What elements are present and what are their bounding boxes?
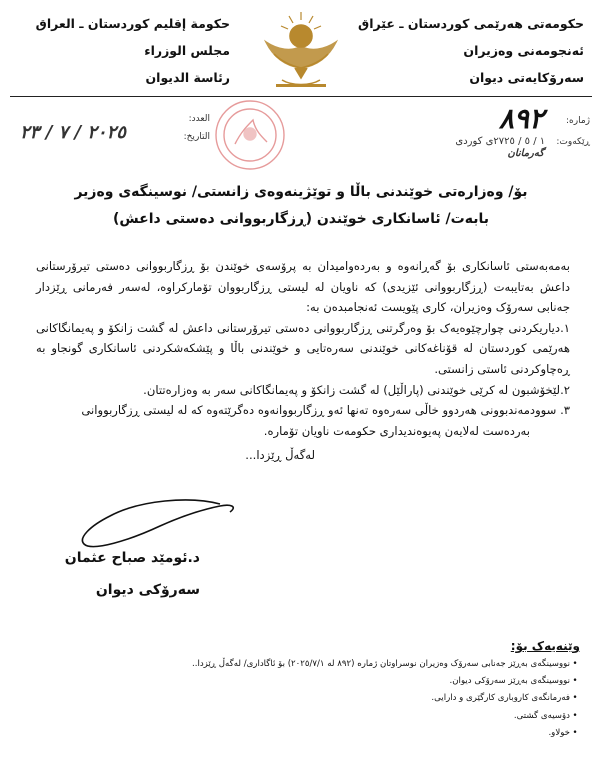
body-sign-off: لەگەڵ ڕێزدا... <box>245 448 315 463</box>
arabic-date-value: ٢٠٢٥ / ٧ / ٢٣ <box>20 122 126 143</box>
signatory-block <box>64 542 200 606</box>
body-intro: بەمەبەستی ئاسانکاری بۆ گەڕانەوە و بەردەوامیدان بە پرۆسەی خوێندن بۆ ڕزگاربووانی دەستی تیرۆرستانی داعش بەتایبەت (ڕزگاربووانی ئێزیدی) کە ناویان لە لیستی ڕزگاربووان تۆمارکراوە، لەسەر فەرمانی ڕێزدار جەنابی سەرۆک وەزیران، کاری پێویست ئەنجامبدەن بە: <box>36 259 570 315</box>
signatory-title: سەرۆکی دیوان <box>95 582 200 598</box>
number-value: ٨٩٢ <box>498 102 544 135</box>
header-kurdish-line-3: سەرۆکایەتی دیوان <box>469 70 584 85</box>
list-item: •خولاو. <box>548 727 578 738</box>
header-arabic-line-1: حكومة إقليم كوردستان ـ العراق <box>35 16 230 31</box>
date-value: ١ / ٥ / ٢٧٢٥ی کوردی <box>455 136 546 147</box>
body-item-3-line-1: ٣. سوودمەندبوونی هەردوو خاڵی سەرەوە تەنها ئەو ڕزگاربووانەوە دەگرێتەوە کە لە لیستی ڕزگاربووانی <box>81 403 570 418</box>
arabic-date-label: التاريخ: <box>183 132 210 142</box>
list-item: •نووسینگەی بەڕێز سەرۆکی دیوان. <box>449 676 578 687</box>
header-divider <box>10 96 592 97</box>
signatory-name: د.ئومێد صباح عثمان <box>64 550 200 566</box>
copy-recipient-3: فەرمانگەی کاروباری کارگێری و دارایی. <box>431 693 570 704</box>
body-item-3-line-2: بەردەست لەلایەن پەیوەندیداری حکومەت ناویان تۆمارە. <box>263 423 530 438</box>
header-kurdish-line-1: حکومەتی هەرێمی کوردستان ـ عێراق <box>358 16 584 31</box>
body-item-1: ١.دیاریکردنی چوارچێوەیەک بۆ وەرگرتنی ڕزگاربووانی دەستی تیرۆرستانی داعش لە گشت زانکۆ و پەیمانگاکانی هەرێمی کوردستان لە قۆناغەکانی خوێندنی سەرەتایی و خوێندنی باڵا و پێشکەشکردنی ئاسانکاری گونجاو بە ڕەچاوکردنی ئاستی زانستی. <box>36 320 570 376</box>
header-kurdish <box>358 10 584 91</box>
kurdistan-emblem-icon <box>252 6 350 94</box>
red-stamp-icon <box>205 96 295 174</box>
copy-recipient-1: نووسینگەی بەڕێز جەنابی سەرۆک وەزیران نوسراوتان ژمارە (٨٩٢ لە ٢٠٢٥/٧/١) بۆ ئاگاداری/ لەگەڵ ڕێزدا.. <box>192 659 570 669</box>
header-kurdish-line-2: ئەنجومەنی وەزیران <box>463 43 584 58</box>
copies-list <box>60 656 580 742</box>
arabic-number-label: العدد: <box>188 114 210 124</box>
copy-recipient-5: خولاو. <box>548 727 570 738</box>
header-arabic <box>20 10 230 91</box>
body-item-2: ٢.لێخۆشبون لە کرێی خوێندنی (پاراڵێل) لە گشت زانکۆ و پەیمانگاکانی سەر بە وەزارەتتان. <box>143 382 570 397</box>
date-label: ڕێکەوت: <box>556 137 590 147</box>
copy-recipient-2: نووسینگەی بەڕێز سەرۆکی دیوان. <box>449 676 570 687</box>
subject-line: بابەت/ ئاسانکاری خوێندن (ڕزگاربووانی دەستی داعش) <box>112 211 489 227</box>
date-month-written: گەرمانان <box>507 148 544 159</box>
addressee-line: بۆ/ وەزارەتی خوێندنی باڵا و توێژینەوەی زانستی/ نوسینگەی وەزیر <box>74 184 528 200</box>
letter-body <box>36 256 570 466</box>
header-arabic-line-3: رئاسة الديوان <box>145 70 230 85</box>
list-item: •فەرمانگەی کاروباری کارگێری و دارایی. <box>431 693 578 704</box>
list-item: •دۆسیەی گشتی. <box>513 710 578 721</box>
copies-heading: وێنەیەک بۆ: <box>510 639 580 653</box>
list-item: •نووسینگەی بەڕێز جەنابی سەرۆک وەزیران نوسراوتان ژمارە (٨٩٢ لە ٢٠٢٥/٧/١) بۆ ئاگاداری/ لەگەڵ ڕێزدا.. <box>192 659 578 669</box>
number-label: ژمارە: <box>565 116 590 126</box>
copy-recipient-4: دۆسیەی گشتی. <box>513 710 570 721</box>
header-arabic-line-2: مجلس الوزراء <box>144 43 230 58</box>
